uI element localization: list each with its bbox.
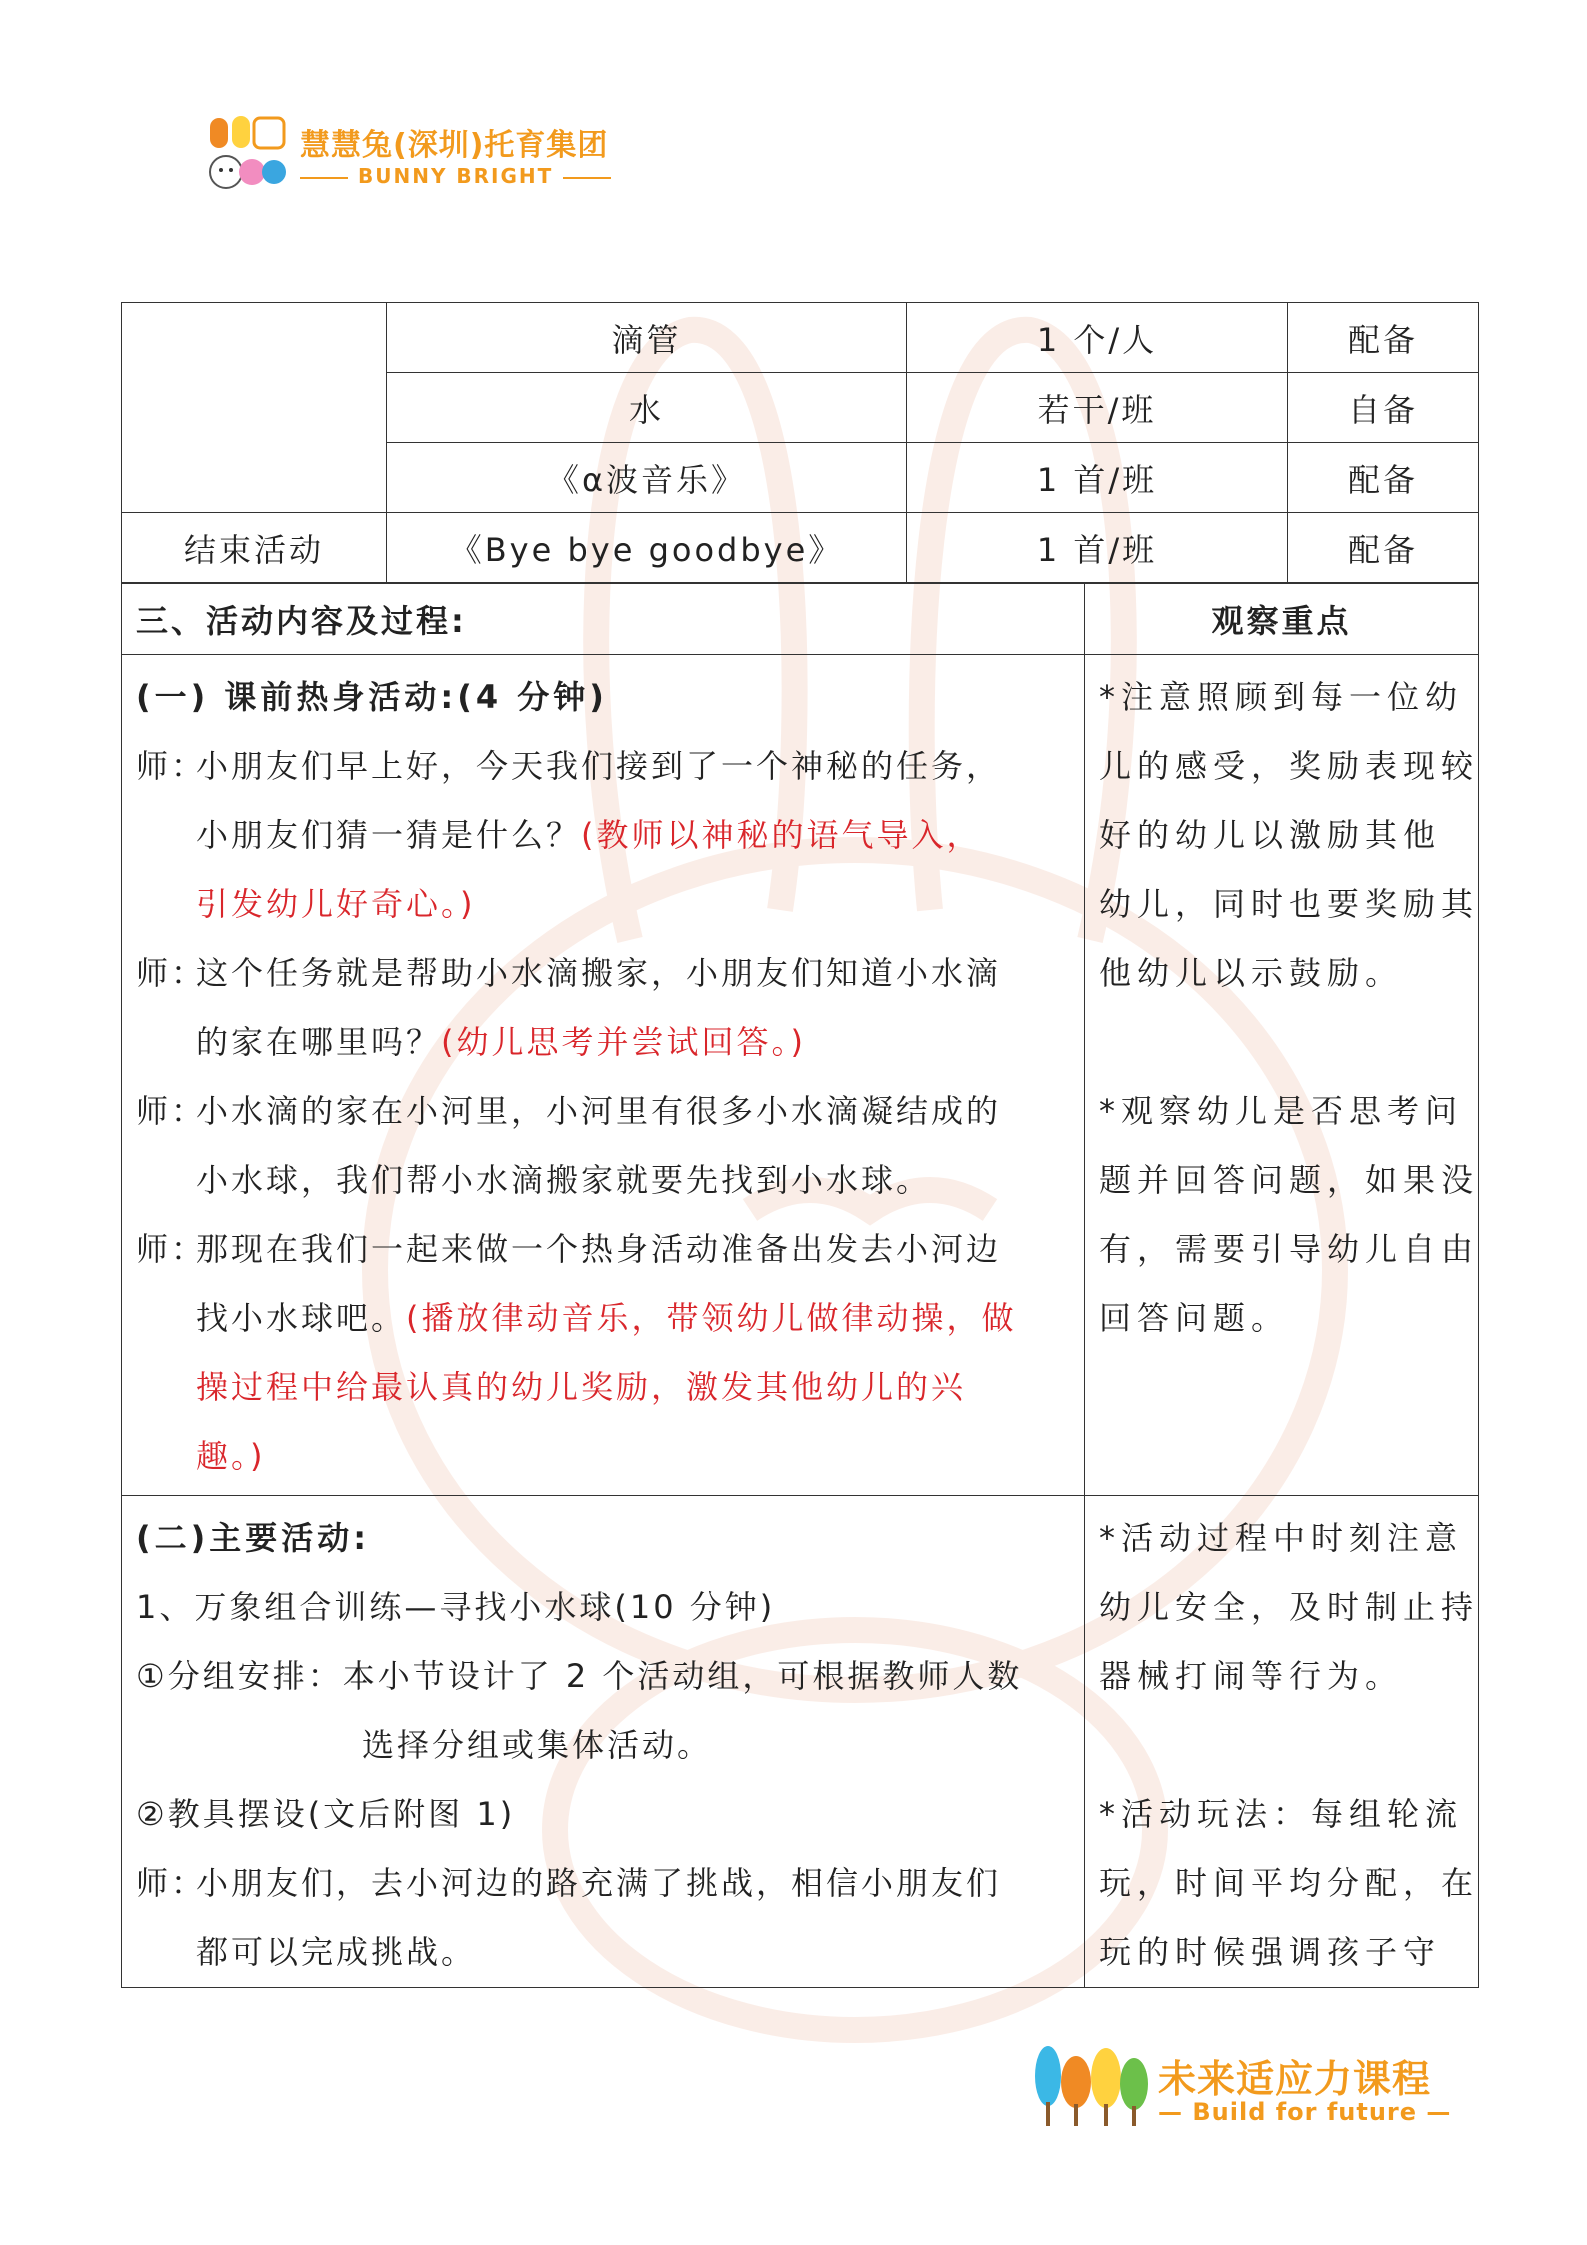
teaching-note: (播放律动音乐，带领幼儿做律动操，做 bbox=[406, 1299, 1017, 1337]
table-row bbox=[122, 303, 1479, 373]
course-logo bbox=[1032, 2042, 1452, 2132]
dialogue-text: 找小水球吧。 bbox=[196, 1299, 407, 1337]
dialogue-line: 小水球，我们帮小水滴搬家就要先找到小水球。 bbox=[196, 1161, 932, 1199]
observation-note-line: 儿的感受，奖励表现较 bbox=[1099, 747, 1480, 785]
company-logo bbox=[208, 110, 628, 196]
main-activity-notes bbox=[1085, 1496, 1479, 1988]
source-cell: 配备 bbox=[1288, 303, 1479, 373]
process-heading: 三、活动内容及过程: bbox=[122, 584, 1085, 655]
warmup-row bbox=[122, 655, 1479, 1496]
bunny-logo-icon bbox=[208, 114, 288, 194]
observation-note-line: 回答问题。 bbox=[1099, 1299, 1290, 1337]
brand-chinese-name: 慧慧兔(深圳)托育集团 bbox=[300, 128, 609, 163]
warmup-notes bbox=[1085, 655, 1479, 1496]
observation-heading: 观察重点 bbox=[1085, 584, 1479, 655]
source-cell: 配备 bbox=[1288, 443, 1479, 513]
warmup-title: (一) 课前热身活动:(4 分钟) bbox=[136, 678, 608, 716]
qty-cell: 若干/班 bbox=[907, 373, 1288, 443]
dialogue-line: 小水滴的家在小河里，小河里有很多小水滴凝结成的 bbox=[196, 1092, 1002, 1130]
dialogue-line-with-note bbox=[196, 1008, 1070, 1077]
table-row bbox=[122, 513, 1479, 583]
dialogue-line: 小朋友们，去小河边的路充满了挑战，相信小朋友们 bbox=[196, 1864, 1002, 1902]
dialogue-line-with-note bbox=[196, 1284, 1070, 1353]
teaching-note: 引发幼儿好奇心。) bbox=[196, 885, 476, 923]
observation-note-line: 有，需要引导幼儿自由 bbox=[1099, 1230, 1480, 1268]
dialogue-line: 都可以完成挑战。 bbox=[196, 1933, 477, 1971]
qty-cell: 1 首/班 bbox=[907, 513, 1288, 583]
main-activity-subtitle: 1、万象组合训练—寻找小水球(10 分钟) bbox=[136, 1588, 776, 1626]
observation-note-line: 幼儿，同时也要奖励其 bbox=[1099, 885, 1480, 923]
observation-note-line: *活动过程中时刻注意 bbox=[1099, 1519, 1464, 1557]
dialogue-line: 小朋友们早上好，今天我们接到了一个神秘的任务， bbox=[196, 747, 1002, 785]
dialogue-line-with-note bbox=[196, 801, 1070, 870]
observation-note-line: 玩，时间平均分配，在 bbox=[1099, 1864, 1480, 1902]
course-english-slogan: — Build for future — bbox=[1158, 2098, 1452, 2126]
item-cell: 水 bbox=[387, 373, 907, 443]
speaker-label: 师： bbox=[136, 1230, 207, 1268]
dialogue-paragraph bbox=[136, 1849, 1070, 1987]
dialogue-paragraph bbox=[136, 1215, 1070, 1491]
teaching-note: (幼儿思考并尝试回答。) bbox=[441, 1023, 806, 1061]
source-cell: 自备 bbox=[1288, 373, 1479, 443]
speaker-label: 师： bbox=[136, 1864, 207, 1902]
speaker-label: 师： bbox=[136, 954, 207, 992]
brand-english-name: BUNNY BRIGHT bbox=[300, 164, 621, 188]
observation-note-line: 器械打闹等行为。 bbox=[1099, 1657, 1404, 1695]
observation-note-line: 题并回答问题，如果没 bbox=[1099, 1161, 1480, 1199]
qty-cell: 1 首/班 bbox=[907, 443, 1288, 513]
dialogue-text: 小朋友们猜一猜是什么？ bbox=[196, 816, 582, 854]
observation-note-line: 他幼儿以示鼓励。 bbox=[1099, 954, 1404, 992]
process-table bbox=[121, 583, 1479, 1988]
category-cell bbox=[122, 303, 387, 513]
grouping-label: ①分组安排： bbox=[136, 1657, 343, 1695]
item-cell: 《Bye bye goodbye》 bbox=[387, 513, 907, 583]
dialogue-text: 的家在哪里吗？ bbox=[196, 1023, 442, 1061]
observation-note-line: 玩的时候强调孩子守 bbox=[1099, 1933, 1442, 1971]
speaker-label: 师： bbox=[136, 747, 207, 785]
grouping-text-continued: 选择分组或集体活动。 bbox=[362, 1726, 713, 1764]
materials-table bbox=[121, 302, 1479, 583]
item-cell: 滴管 bbox=[387, 303, 907, 373]
table-header-row bbox=[122, 584, 1479, 655]
trees-logo-icon bbox=[1032, 2042, 1152, 2130]
main-activity-content bbox=[122, 1496, 1085, 1988]
qty-cell: 1 个/人 bbox=[907, 303, 1288, 373]
observation-note-line: *观察幼儿是否思考问 bbox=[1099, 1092, 1464, 1130]
equipment-line: ②教具摆设(文后附图 1) bbox=[136, 1795, 516, 1833]
teaching-note: 趣。) bbox=[196, 1437, 266, 1475]
dialogue-line: 这个任务就是帮助小水滴搬家，小朋友们知道小水滴 bbox=[196, 954, 1002, 992]
warmup-content bbox=[122, 655, 1085, 1496]
main-activity-row bbox=[122, 1496, 1479, 1988]
dialogue-paragraph bbox=[136, 1077, 1070, 1215]
teaching-note: 操过程中给最认真的幼儿奖励，激发其他幼儿的兴 bbox=[196, 1368, 967, 1406]
grouping-text: 本小节设计了 2 个活动组，可根据教师人数 bbox=[342, 1657, 1023, 1695]
item-cell: 《α波音乐》 bbox=[387, 443, 907, 513]
category-cell: 结束活动 bbox=[122, 513, 387, 583]
teaching-note: (教师以神秘的语气导入， bbox=[581, 816, 982, 854]
dialogue-paragraph bbox=[136, 939, 1070, 1077]
speaker-label: 师： bbox=[136, 1092, 207, 1130]
observation-note-line: *活动玩法：每组轮流 bbox=[1099, 1795, 1464, 1833]
observation-note-line: 好的幼儿以激励其他 bbox=[1099, 816, 1442, 854]
observation-note-line: 幼儿安全，及时制止持 bbox=[1099, 1588, 1480, 1626]
dialogue-line: 那现在我们一起来做一个热身活动准备出发去小河边 bbox=[196, 1230, 1002, 1268]
course-chinese-name: 未来适应力课程 bbox=[1158, 2057, 1432, 2101]
observation-note-line: *注意照顾到每一位幼 bbox=[1099, 678, 1464, 716]
grouping-line bbox=[136, 1642, 1070, 1711]
dialogue-paragraph bbox=[136, 732, 1070, 939]
main-activity-title: (二)主要活动: bbox=[136, 1519, 371, 1557]
source-cell: 配备 bbox=[1288, 513, 1479, 583]
